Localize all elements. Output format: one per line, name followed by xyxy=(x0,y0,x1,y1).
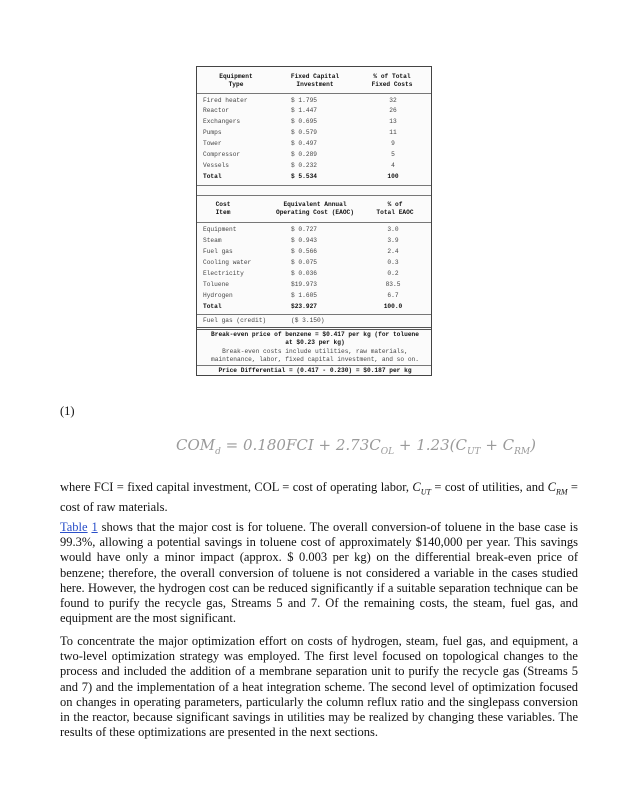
credit-row: Fuel gas (credit) ($ 3.150) xyxy=(203,317,325,324)
divider xyxy=(197,93,431,94)
equation: $COM_d = 0.180FCI + 2.73C_{OL} + 1.23(C_{UT} + C_{RM})$ xyxy=(176,436,536,457)
table-row: Fired heater $ 1.795 32 xyxy=(203,97,397,104)
header-fixed-capital: Fixed Capital Investment xyxy=(290,73,340,88)
cost-table xyxy=(196,66,432,376)
table-row: Toluene $19.973 83.5 xyxy=(203,281,401,288)
table-row: Pumps $ 0.579 11 xyxy=(203,129,397,136)
header-equipment-type: Equipment Type xyxy=(219,73,253,88)
table-row: Reactor $ 1.447 26 xyxy=(203,107,397,114)
divider xyxy=(197,195,431,196)
table-total-row: Total $ 5.534 100 xyxy=(203,173,399,180)
table-row: Electricity $ 0.036 0.2 xyxy=(203,270,399,277)
table-row: Vessels $ 0.232 4 xyxy=(203,162,395,169)
divider xyxy=(197,314,431,315)
header-eaoc: Equivalent Annual Operating Cost (EAOC) xyxy=(276,201,354,216)
breakeven-explanation: Break-even costs include utilities, raw materials, maintenance, labor, fixed capital investment, and so on. xyxy=(211,348,419,363)
header-cost-item: Cost Item xyxy=(215,201,231,216)
paragraph-toluene-cost: Table 1 shows that the major cost is for toluene. The overall conversion-of toluene in the base case is 99.3%, allowing a potential savings in toluene cost of approximately $140,000 per year. This savings would have only a minor impact (approx. $ 0.003 per kg) on the differential break-even price of benzene; therefore, the overall conversion of toluene is not considered a variable in the cases studied here. However, the hydrogen cost can be reduced significantly if a suitable separation technique can be found to purify the recycle gas, Streams 5 and 7. Of the remaining costs, the steam, fuel gas, and equipment are the most significant. xyxy=(60,520,579,626)
table-link[interactable]: Table xyxy=(60,520,88,534)
table-row: Hydrogen $ 1.605 6.7 xyxy=(203,292,399,299)
table-row: Fuel gas $ 0.566 2.4 xyxy=(203,248,399,255)
table-row: Equipment $ 0.727 3.0 xyxy=(203,226,399,233)
divider xyxy=(197,185,431,186)
table-total-row: Total $23.927 100.0 xyxy=(203,303,403,310)
table-row: Cooling water $ 0.075 0.3 xyxy=(203,259,399,266)
table-row: Exchangers $ 0.695 13 xyxy=(203,118,397,125)
table-row: Compressor $ 0.289 5 xyxy=(203,151,395,158)
divider xyxy=(197,222,431,223)
equation-number: (1) xyxy=(60,404,75,418)
breakeven-note: Break-even price of benzene = $0.417 per kg (for toluene at $0.23 per kg) xyxy=(211,331,419,346)
equation-definitions: where FCI = fixed capital investment, COL = cost of operating labor, $C_{UT} = \cos t$ of utilities, and $C_{RM} = \cos t$ of raw materials. xyxy=(60,480,578,514)
divider xyxy=(197,327,431,330)
header-pct-eaoc: % of Total EAOC xyxy=(376,201,414,216)
header-pct-fixed: % of Total Fixed Costs xyxy=(371,73,413,88)
divider xyxy=(197,365,431,366)
table-row: Steam $ 0.943 3.9 xyxy=(203,237,399,244)
table-number-link[interactable]: 1 xyxy=(91,520,98,534)
price-differential: Price Differential = (0.417 - 0.230) = $0.187 per kg xyxy=(218,367,412,374)
table-row: Tower $ 0.497 9 xyxy=(203,140,395,147)
paragraph-optimization-strategy: To concentrate the major optimization effort on costs of hydrogen, steam, fuel gas, and equipment, a two-level optimization strategy was employed. The first level focused on topological changes to the process and included the addition of a membrane separation unit to purify the recycle gas (Streams 5 and 7) and the implementation of a heat integration scheme. The second level of optimization focused on changes in operating parameters, particularly the column reflux ratio and the singlepass conversion in the reactor, because significant savings in utilities may be realized by changing these variables. The results of these optimizations are presented in the next sections. xyxy=(60,634,578,740)
